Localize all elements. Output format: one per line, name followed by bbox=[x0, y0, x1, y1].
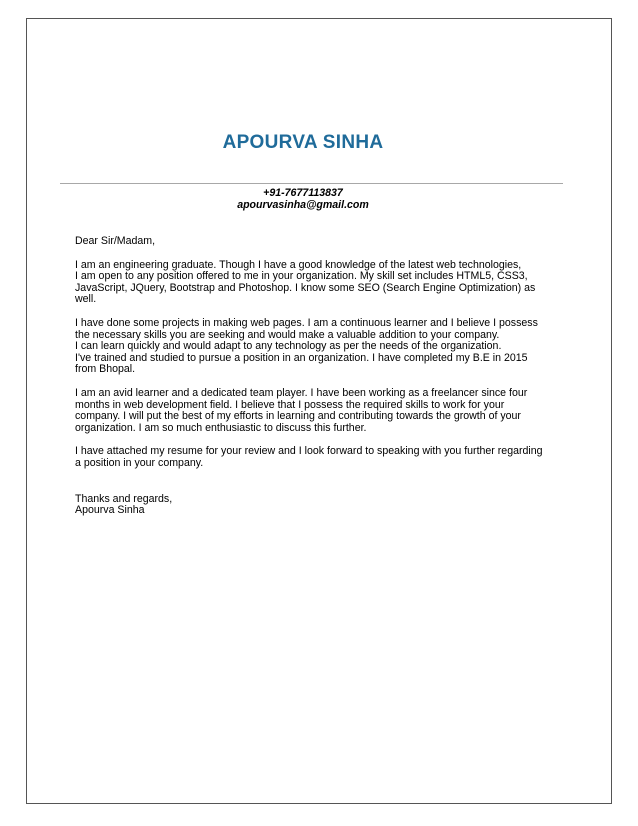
paragraph-line: organization. I am so much enthusiastic to discuss this further. bbox=[75, 421, 367, 434]
paragraph-intro bbox=[75, 260, 575, 306]
email-address: apourvasinha@gmail.com bbox=[237, 199, 369, 211]
paragraph-line: I have attached my resume for your review and I look forward to speaking with you further regarding bbox=[75, 445, 543, 458]
paragraph-line: JavaScript, JQuery, Bootstrap and Photoshop. I know some SEO (Search Engine Optimization) as bbox=[75, 281, 536, 294]
salutation: Dear Sir/Madam, bbox=[75, 235, 156, 247]
closing: Thanks and regards, bbox=[75, 492, 173, 505]
paragraph-line: I am an engineering graduate. Though I have a good knowledge of the latest web technologies, bbox=[75, 258, 522, 271]
paragraph-line: I am open to any position offered to me in your organization. My skill set includes HTML5, CSS3, bbox=[75, 270, 528, 283]
paragraph-line: I have done some projects in making web pages. I am a continuous learner and I believe I possess bbox=[75, 316, 538, 329]
paragraph-line: I am an avid learner and a dedicated team player. I have been working as a freelancer since four bbox=[75, 386, 528, 399]
phone-number: +91-7677113837 bbox=[263, 187, 343, 199]
paragraph-line: well. bbox=[75, 293, 97, 306]
paragraph-line: I can learn quickly and would adapt to any technology as per the needs of the organization. bbox=[75, 340, 502, 353]
paragraph-resume bbox=[75, 446, 575, 469]
header-divider bbox=[60, 183, 563, 184]
signature: Apourva Sinha bbox=[75, 504, 145, 517]
paragraph-line: from Bhopal. bbox=[75, 363, 136, 376]
applicant-name: APOURVA SINHA bbox=[222, 132, 384, 153]
paragraph-line: months in web development field. I believe that I possess the required skills to work for your bbox=[75, 398, 505, 411]
paragraph-line: company. I will put the best of my efforts in learning and contributing towards the growth of your bbox=[75, 410, 521, 423]
paragraph-experience bbox=[75, 388, 575, 434]
paragraph-projects bbox=[75, 318, 575, 376]
letter-body bbox=[75, 236, 575, 517]
paragraph-line: the necessary skills you are seeking and would make a valuable addition to your company. bbox=[75, 328, 500, 341]
paragraph-line: I've trained and studied to pursue a position in an organization. I have completed my B.E in 2015 bbox=[75, 351, 528, 364]
paragraph-line: a position in your company. bbox=[75, 456, 204, 469]
